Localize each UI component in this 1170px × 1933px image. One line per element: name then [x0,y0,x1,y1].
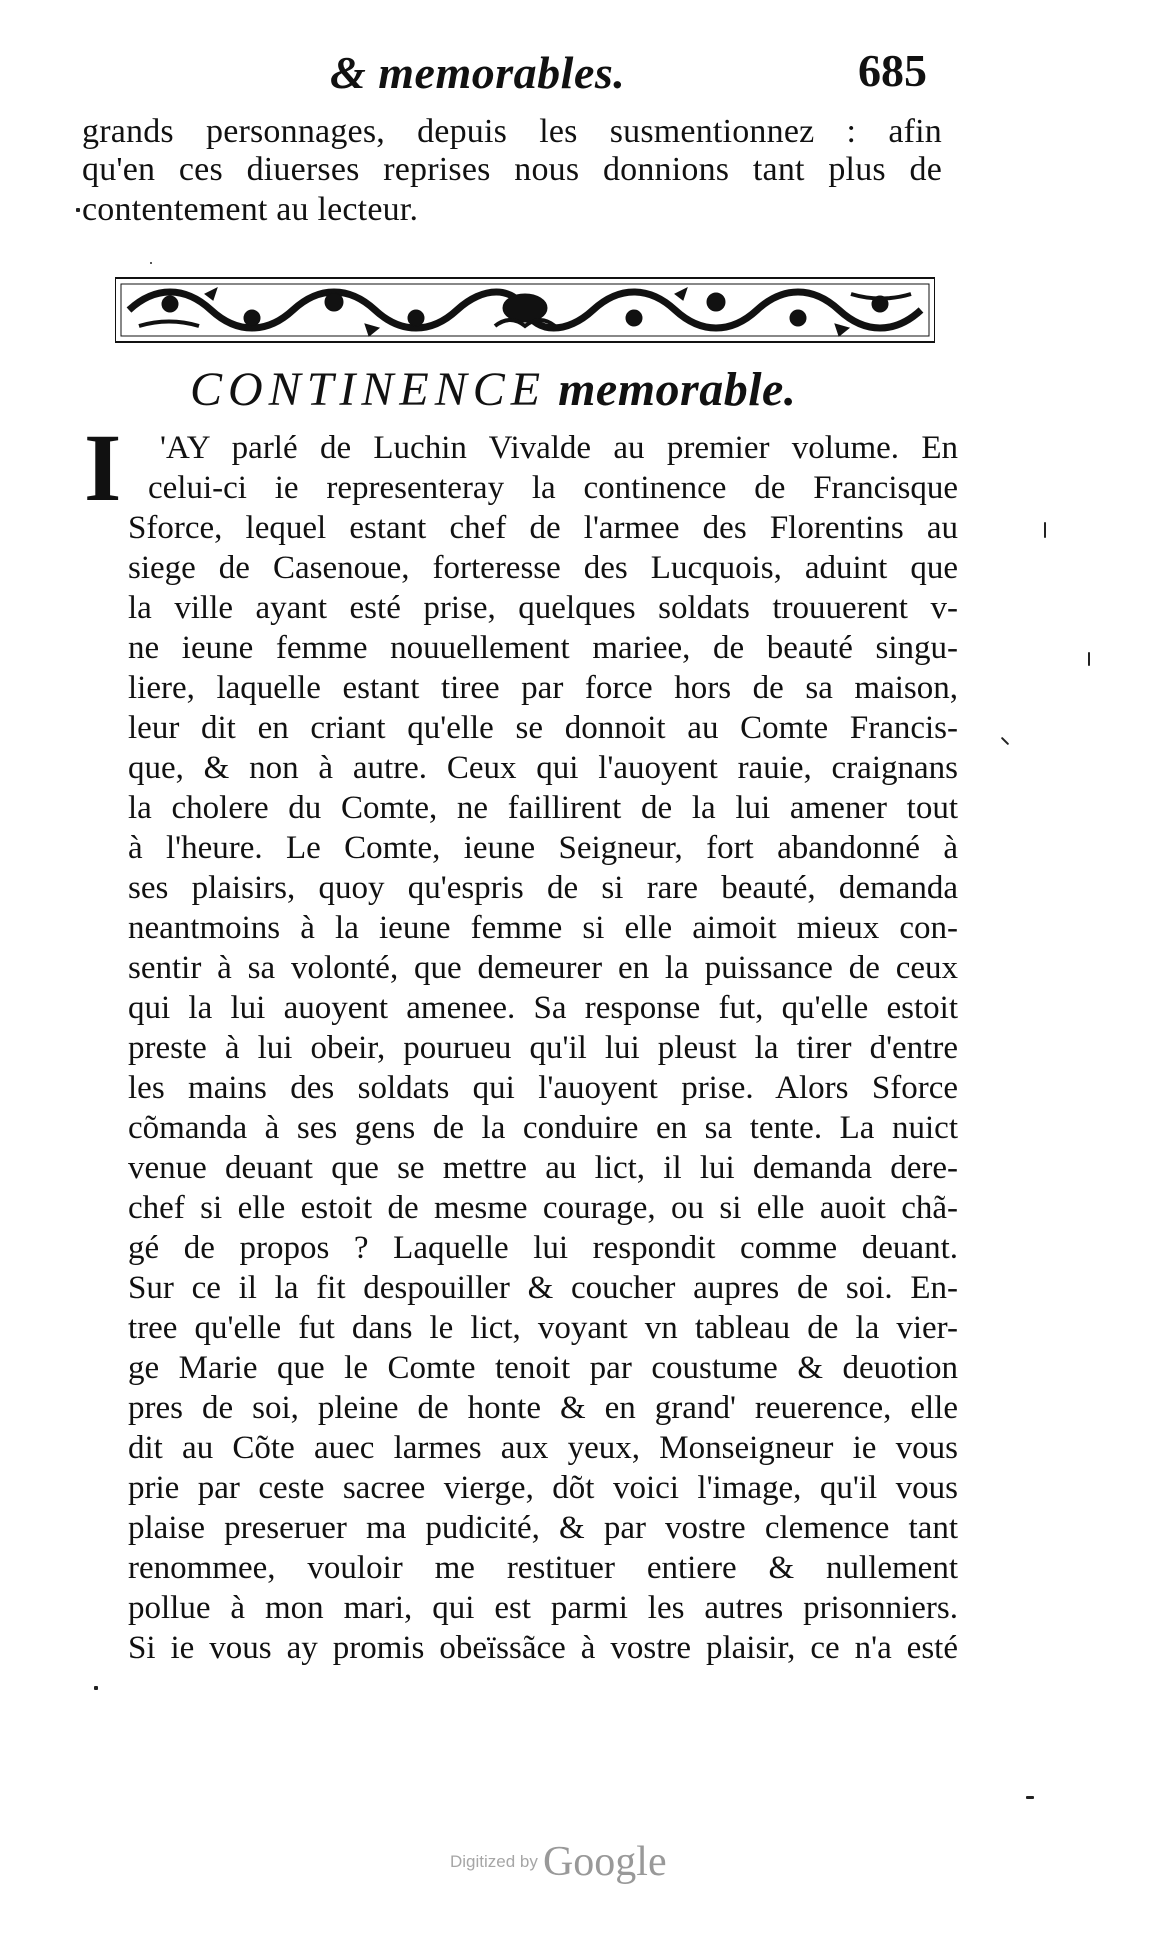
intro-line: grands personnages, depuis les susmentionnez : afin [82,113,942,150]
section-title [190,362,796,417]
body-line: dit au Cõte auec larmes aux yeux, Monseigneur ie vous [128,1430,958,1466]
body-line: plaise preseruer ma pudicité, & par vostre clemence tant [128,1510,958,1546]
intro-line: qu'en ces diuerses reprises nous donnions tant plus de [82,151,942,188]
body-line: celui-ci ie representeray la continence de Francisque [148,470,958,506]
body-line: que, & non à autre. Ceux qui l'auoyent rauie, craignans [128,750,958,786]
body-line: cõmanda à ses gens de la conduire en sa tente. La nuict [128,1110,958,1146]
section-title-small: memorable. [558,363,797,416]
body-line: Sur ce il la fit despouiller & coucher aupres de soi. En- [128,1270,958,1306]
intro-line: contentement au lecteur. [82,191,419,228]
body-line: tree qu'elle fut dans le lict, voyant vn tableau de la vier- [128,1310,958,1346]
body-line: ses plaisirs, quoy qu'espris de si rare beauté, demanda [128,870,958,906]
scan-speck [1001,737,1009,745]
body-line: preste à lui obeir, pourueu qu'il lui pleust la tirer d'entre [128,1030,958,1066]
body-line: Sforce, lequel estant chef de l'armee des Florentins au [128,510,958,546]
digitized-watermark [450,1838,667,1886]
running-title: & memorables. [330,47,626,98]
body-line: la ville ayant esté prise, quelques soldats trouuerent v- [128,590,958,626]
body-line: qui la lui auoyent amenee. Sa response fut, qu'elle estoit [128,990,958,1026]
body-line: leur dit en criant qu'elle se donnoit au Comte Francis- [128,710,958,746]
google-wordmark: Google [542,1839,667,1885]
scan-speck [76,208,80,212]
body-line: pollue à mon mari, qui est parmi les autres prisonniers. [128,1590,958,1626]
page-number: 685 [858,45,927,96]
drop-cap: I [84,414,122,521]
body-line: Si ie vous ay promis obeïssãce à vostre plaisir, ce n'a esté [128,1630,958,1666]
body-line: venue deuant que se mettre au lict, il lui demanda dere- [128,1150,958,1186]
ornamental-headpiece [115,274,935,346]
body-line: gé de propos ? Laquelle lui respondit comme deuant. [128,1230,958,1266]
scan-speck [1044,522,1046,538]
body-line: sentir à sa volonté, que demeurer en la puissance de ceux [128,950,958,986]
scan-speck [1026,1796,1034,1799]
body-line: prie par ceste sacree vierge, dõt voici l'image, qu'il vous [128,1470,958,1506]
body-line: 'AY parlé de Luchin Vivalde au premier volume. En [160,430,958,466]
body-line: la cholere du Comte, ne faillirent de la lui amener tout [128,790,958,826]
scan-speck [1088,652,1090,666]
body-line: pres de soi, pleine de honte & en grand' reuerence, elle [128,1390,958,1426]
digitized-by-text: Digitized by [450,1852,538,1871]
scan-speck [94,1686,98,1690]
body-line: à l'heure. Le Comte, ieune Seigneur, fort abandonné à [128,830,958,866]
section-title-caps: CONTINENCE [190,363,547,416]
body-line: les mains des soldats qui l'auoyent prise. Alors Sforce [128,1070,958,1106]
scan-speck [150,262,152,264]
body-line: neantmoins à la ieune femme si elle aimoit mieux con- [128,910,958,946]
body-line: ge Marie que le Comte tenoit par coustume & deuotion [128,1350,958,1386]
body-line: liere, laquelle estant tiree par force hors de sa maison, [128,670,958,706]
body-line: ne ieune femme nouuellement mariee, de beauté singu- [128,630,958,666]
body-line: siege de Casenoue, forteresse des Lucquois, aduint que [128,550,958,586]
body-line: renommee, vouloir me restituer entiere & nullement [128,1550,958,1586]
body-line: chef si elle estoit de mesme courage, ou si elle auoit chã- [128,1190,958,1226]
